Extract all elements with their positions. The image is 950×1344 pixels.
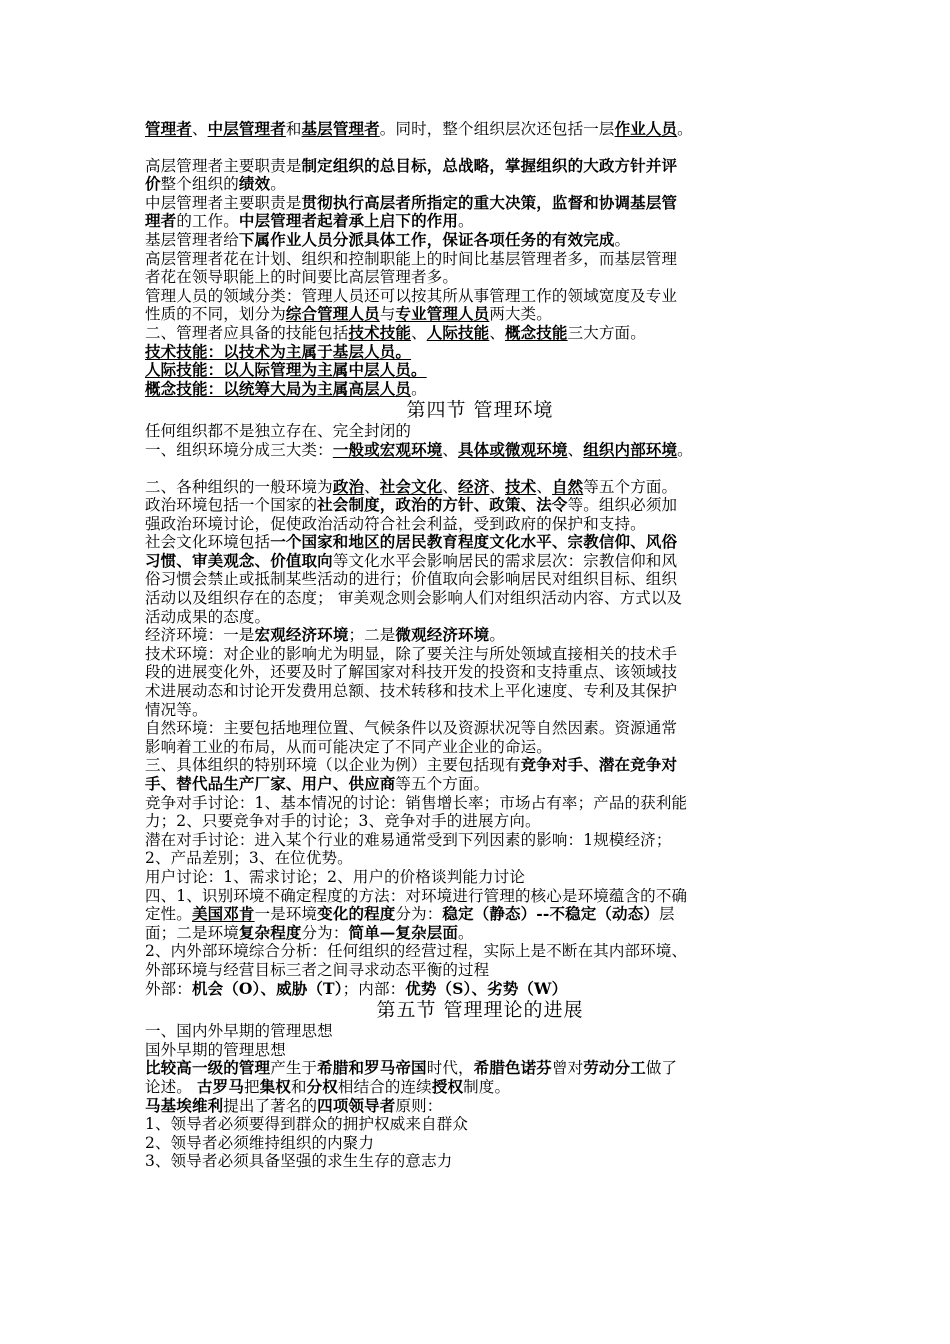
text-line: 经济环境：一是宏观经济环境；二是微观经济环境。 — [145, 625, 505, 645]
text-line: 中层管理者主要职责是贯彻执行高层者所指定的重大决策，监督和协调基层管 — [145, 192, 678, 212]
text-line: 一、组织环境分成三大类：一般或宏观环境、具体或微观环境、组织内部环境。 — [145, 439, 693, 459]
text-line: 段的进展变化外，还要及时了解国家对科技开发的投资和支持重点、该领域技 — [145, 663, 678, 682]
text-line: 政治环境包括一个国家的社会制度，政治的方针、政策、法令等。组织必须加 — [145, 495, 678, 515]
text-line: 论述。 古罗马把集权和分权相结合的连续授权制度。 — [145, 1076, 511, 1096]
text-line: 高层管理者主要职责是制定组织的总目标，总战略，掌握组织的大政方针并评 — [145, 155, 678, 175]
text-line: 人际技能：以人际管理为主属中层人员。 — [145, 360, 427, 380]
text-line: 活动以及组织存在的态度； 审美观念则会影响人们对组织活动内容、方式以及 — [145, 589, 683, 608]
text-line: 潜在对手讨论：进入某个行业的难易通常受到下列因素的影响：1规模经济； — [145, 830, 672, 849]
text-line: 管理人员的领域分类：管理人员还可以按其所从事管理工作的领域宽度及专业 — [145, 286, 678, 305]
text-line: 习惯、审美观念、价值取向等文化水平会影响居民的需求层次：宗教信仰和风 — [145, 550, 678, 570]
document-page — [145, 120, 815, 1171]
text-line: 一、国内外早期的管理思想 — [145, 1022, 333, 1041]
text-line: 情况等。 — [145, 700, 208, 719]
text-line: 马基埃维利提出了著名的四项领导者原则： — [145, 1095, 443, 1115]
text-line: 三、具体组织的特别环境（以企业为例）主要包括现有竞争对手、潜在竞争对 — [145, 755, 678, 775]
text-line: 任何组织都不是独立存在、完全封闭的 — [145, 422, 412, 441]
text-line: 价整个组织的绩效。 — [145, 174, 286, 194]
text-line: 管理者、中层管理者和基层管理者。同时，整个组织层次还包括一层作业人员。 — [145, 119, 693, 138]
text-line: 外部环境与经营目标三者之间寻求动态平衡的过程 — [145, 960, 490, 979]
text-line: 定性。美国邓肯一是环境变化的程度分为：稳定（静态）--不稳定（动态）层 — [145, 904, 675, 924]
text-line: 3、领导者必须具备坚强的求生生存的意志力 — [145, 1152, 453, 1171]
text-line: 力；2、只要竞争对手的讨论；3、竞争对手的进展方向。 — [145, 812, 541, 831]
text-line: 基层管理者给下属作业人员分派具体工作，保证各项任务的有效完成。 — [145, 229, 631, 249]
text-line: 四、1、识别环境不确定程度的方法：对环境进行管理的核心是环境蕴含的不确 — [145, 886, 688, 905]
text-line: 用户讨论：1、需求讨论；2、用户的价格谈判能力讨论 — [145, 867, 525, 886]
text-line: 二、管理者应具备的技能包括技术技能、人际技能、概念技能三大方面。 — [145, 322, 646, 342]
text-line: 概念技能：以统筹大局为主属高层人员。 — [145, 378, 427, 398]
text-line: 性质的不同，划分为综合管理人员与专业管理人员两大类。 — [145, 304, 552, 324]
text-line: 2、产品差别；3、在位优势。 — [145, 849, 353, 868]
text-line: 活动成果的态度。 — [145, 607, 271, 626]
text-line: 2、领导者必须维持组织的内聚力 — [145, 1133, 375, 1152]
text-line: 外部：机会（O）、威胁（T）；内部：优势（S）、劣势（W） — [145, 978, 568, 998]
section-heading: 第四节 管理环境 — [406, 399, 554, 422]
text-line: 国外早期的管理思想 — [145, 1040, 286, 1059]
text-line: 高层管理者花在计划、组织和控制职能上的时间比基层管理者多，而基层管理 — [145, 249, 678, 268]
text-line: 技术环境：对企业的影响尤为明显，除了要关注与所处领域直接相关的技术手 — [145, 644, 678, 663]
text-line: 自然环境：主要包括地理位置、气候条件以及资源状况等自然因素。资源通常 — [145, 719, 678, 738]
section-heading: 第五节 管理理论的进展 — [376, 999, 584, 1022]
text-line: 手、替代品生产厂家、用户、供应商等五个方面。 — [145, 774, 490, 793]
text-line: 理者的工作。中层管理者起着承上启下的作用。 — [145, 211, 474, 231]
text-line: 2、内外部环境综合分析：任何组织的经营过程，实际上是不断在其内部环境、 — [145, 942, 688, 961]
text-line: 1、领导者必须要得到群众的拥护权威来自群众 — [145, 1115, 469, 1134]
text-line: 竞争对手讨论：1、基本情况的讨论：销售增长率；市场占有率；产品的获利能 — [145, 793, 688, 812]
text-line: 俗习惯会禁止或抵制某些活动的进行；价值取向会影响居民对组织目标、组织 — [145, 570, 678, 589]
text-line: 强政治环境讨论，促使政治活动符合社会利益，受到政府的保护和支持。 — [145, 514, 646, 533]
text-line: 影响着工业的布局，从而可能决定了不同产业企业的命运。 — [145, 737, 552, 756]
text-line: 者花在领导职能上的时间要比高层管理者多。 — [145, 268, 459, 287]
text-line: 比较高一级的管理产生于希腊和罗马帝国时代，希腊色诺芬曾对劳动分工做了 — [145, 1058, 678, 1078]
text-line: 社会文化环境包括一个国家和地区的居民教育程度文化水平、宗教信仰、风俗 — [145, 532, 678, 552]
text-line: 术进展动态和讨论开发费用总额、技术转移和技术上平化速度、专利及其保护 — [145, 682, 678, 701]
text-line: 技术技能：以技术为主属于基层人员。 — [145, 341, 412, 361]
text-line: 面；二是环境复杂程度分为：简单—复杂层面。 — [145, 922, 474, 942]
text-line: 二、各种组织的一般环境为政治、社会文化、经济、技术、自然等五个方面。 — [145, 476, 678, 496]
